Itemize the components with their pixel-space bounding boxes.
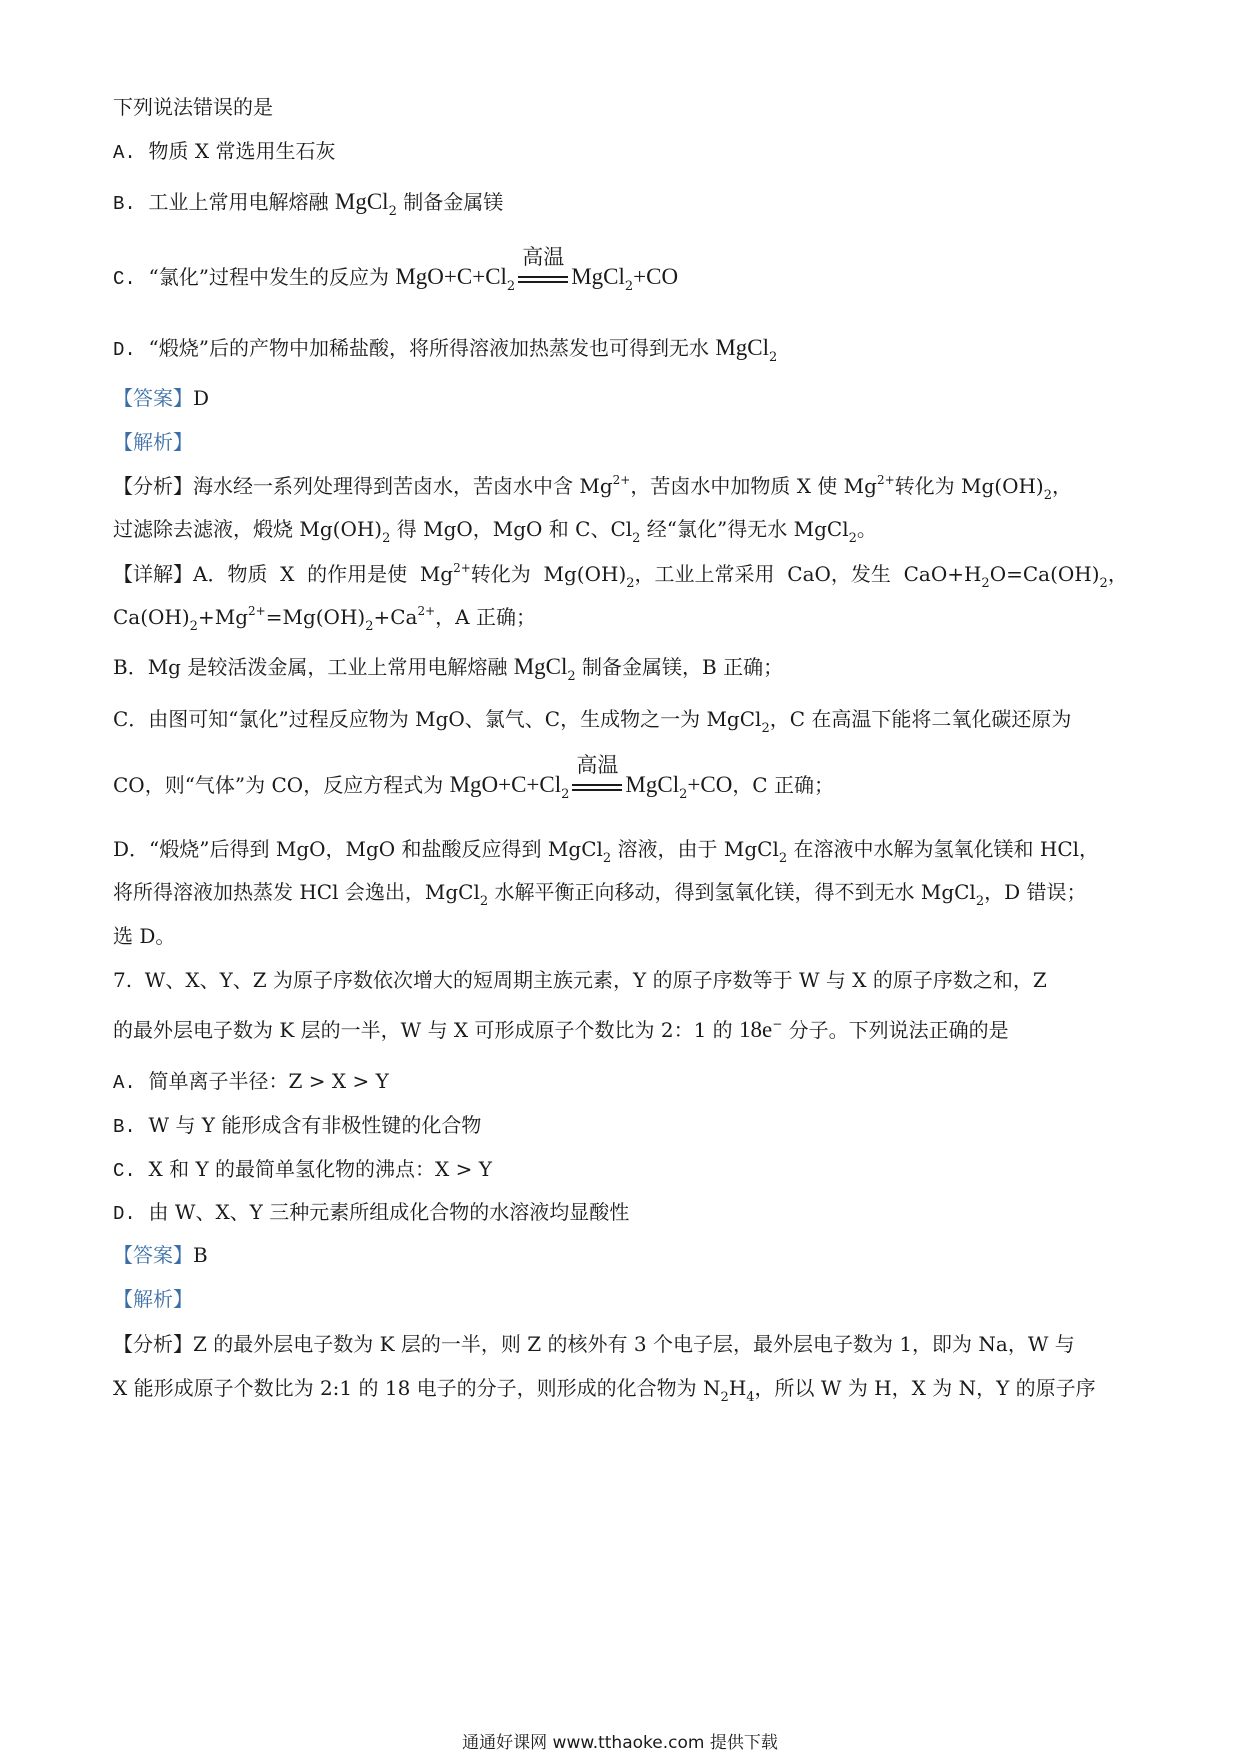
- option-letter: C.: [113, 268, 136, 290]
- reaction-condition-arrow: [571, 752, 623, 799]
- answer-line: [113, 1241, 208, 1269]
- detail-line: 将所得溶液加热蒸发 HCl 会逸出，MgCl$_2$ 水解平衡正向移动，得到氢氧化镁，得不到无水 MgCl$_2$，D 错误；: [113, 880, 1087, 909]
- question-7-stem: 7. W、X、Y、Z 为原子序数依次增大的短周期主族元素，Y 的原子序数等于 W 与 X 的原子序数之和，Z: [113, 968, 1047, 992]
- detail-line: CO，则“气体”为 CO，反应方程式为 $MgO+C+Cl_2$ 高温 MgCl$_2$+CO，C 正确；: [113, 752, 834, 802]
- option-b: B. 工业上常用电解熔融 MgCl$_2$ 制备金属镁: [113, 189, 504, 219]
- reaction-condition: 高温: [522, 244, 565, 269]
- option-letter: A.: [113, 1072, 136, 1094]
- option-a: [113, 137, 335, 167]
- analysis-line: 过滤除去滤液，煅烧 $Mg(OH)_2$ 得 MgO，MgO 和 C、$Cl_2$ 经“氯化”得无水 MgCl$_2$。: [113, 517, 877, 546]
- detail-line: D．“煅烧”后得到 MgO，MgO 和盐酸反应得到 MgCl$_2$ 溶液，由于 MgCl$_2$ 在溶液中水解为氢氧化镁和 HCl，: [113, 837, 1100, 866]
- option-d: D. 由 W、X、Y 三种元素所组成化合物的水溶液均显酸性: [113, 1200, 630, 1225]
- analysis-line: 【分析】海水经一系列处理得到苦卤水，苦卤水中含 $Mg^{2+}$，苦卤水中加物质 X 使 $Mg^{2+}$转化为 $Mg(OH)_2$，: [113, 473, 1073, 503]
- analysis-tag: 【解析】: [113, 430, 193, 454]
- analysis-line: 【分析】Z 的最外层电子数为 K 层的一半，则 Z 的核外有 3 个电子层，最外层电子数为 1，即为 Na，W 与: [113, 1332, 1075, 1356]
- option-letter: D.: [113, 1203, 136, 1225]
- question-7-stem: 的最外层电子数为 K 层的一半，W 与 X 可形成原子个数比为 2：1 的 18e− 分子。下列说法正确的是: [113, 1017, 1009, 1042]
- option-letter: A.: [113, 142, 136, 164]
- answer-value: D: [193, 386, 210, 410]
- answer-tag: 【答案】: [113, 386, 193, 410]
- option-d: D. “煅烧”后的产物中加稀盐酸，将所得溶液加热蒸发也可得到无水 MgCl$_2$: [113, 335, 778, 365]
- detail-line: $Ca(OH)_2+Mg^{2+}=Mg(OH)_2+Ca^{2+}$，A 正确；: [113, 604, 536, 634]
- option-c: C. X 和 Y 的最简单氢化物的沸点：X > Y: [113, 1157, 492, 1182]
- option-b: B. W 与 Y 能形成含有非极性键的化合物: [113, 1113, 482, 1138]
- option-letter: C.: [113, 1160, 136, 1182]
- option-letter: B.: [113, 1116, 136, 1138]
- equation-reactants: MgO+C+Cl: [395, 264, 507, 289]
- answer-line: [113, 384, 209, 412]
- question-stem-tail: 下列说法错误的是: [113, 95, 273, 119]
- option-letter: B.: [113, 193, 136, 215]
- page-footer: 通通好课网 www.tthaoke.com 提供下载: [462, 1733, 778, 1753]
- reaction-condition-arrow: [517, 244, 569, 291]
- option-c: C. “氯化”过程中发生的反应为 $MgO+C+Cl_2$ 高温 MgCl$_2$+CO: [113, 244, 679, 294]
- option-letter: D.: [113, 339, 136, 361]
- detail-line: B．Mg 是较活泼金属，工业上常用电解熔融 MgCl$_2$ 制备金属镁，B 正确；: [113, 654, 784, 684]
- answer-value: B: [193, 1243, 208, 1267]
- option-text: 物质 X 常选用生石灰: [148, 139, 336, 163]
- analysis-tag: 【解析】: [113, 1287, 193, 1311]
- detail-line: 选 D。: [113, 924, 176, 948]
- detail-line: C．由图可知“氯化”过程反应物为 MgO、氯气、C，生成物之一为 MgCl$_2$，C 在高温下能将二氧化碳还原为: [113, 707, 1072, 736]
- reaction-condition: 高温: [576, 752, 619, 777]
- answer-tag: 【答案】: [113, 1243, 193, 1267]
- analysis-line: X 能形成原子个数比为 2:1 的 18 电子的分子，则形成的化合物为 $N_2H_4$，所以 W 为 H，X 为 N，Y 的原子序: [113, 1376, 1096, 1405]
- detail-line: 【详解】A．物质 X 的作用是使 $Mg^{2+}$转化为 $Mg(OH)_2$，工业上常采用 CaO，发生 $CaO+H_2O=Ca(OH)_2$，: [113, 561, 1128, 591]
- option-a: A. 简单离子半径：Z > X > Y: [113, 1069, 389, 1094]
